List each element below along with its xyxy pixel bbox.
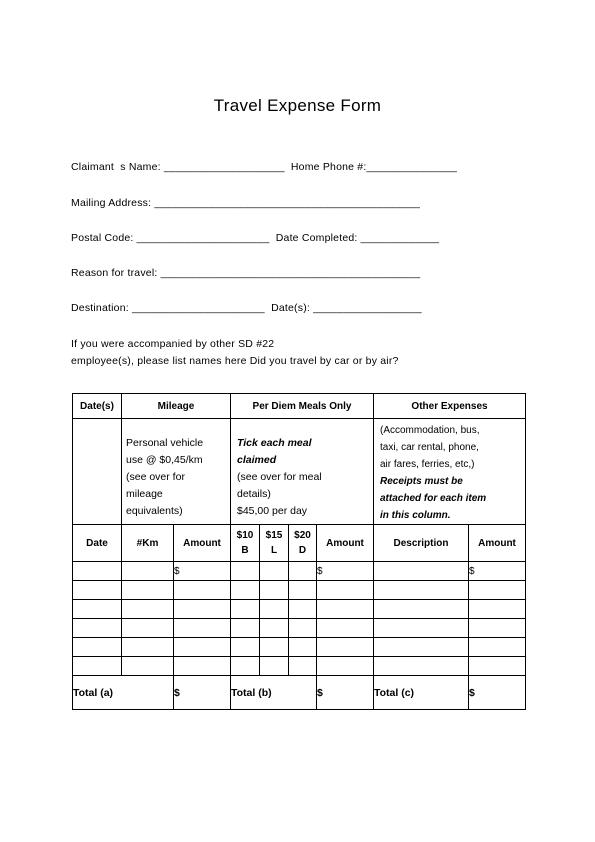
lunch-cell[interactable] — [260, 600, 289, 619]
per-diem-note-line: details) — [237, 488, 271, 500]
table-row — [73, 619, 526, 638]
total-b-label: Total (b) — [231, 676, 317, 710]
total-a-amount[interactable]: $ — [174, 676, 231, 710]
mileage-desc-line: (see over for — [126, 471, 185, 483]
breakfast-code: B — [241, 545, 249, 556]
dinner-price: $20 — [294, 530, 311, 541]
km-cell[interactable] — [122, 657, 174, 676]
date-cell[interactable] — [73, 600, 122, 619]
other-amount-col-header: Amount — [469, 525, 526, 562]
description-cell[interactable] — [374, 581, 469, 600]
date-cell[interactable] — [73, 619, 122, 638]
description-col-header: Description — [374, 525, 469, 562]
other-amount-cell[interactable] — [469, 600, 526, 619]
mileage-desc-line: mileage — [126, 488, 163, 500]
mileage-header: Mileage — [122, 394, 231, 419]
breakfast-cell[interactable] — [231, 619, 260, 638]
form-title: Travel Expense Form — [213, 96, 382, 115]
date-cell[interactable] — [73, 638, 122, 657]
dinner-cell[interactable] — [289, 581, 317, 600]
breakfast-cell[interactable] — [231, 600, 260, 619]
other-amount-cell[interactable] — [469, 619, 526, 638]
km-cell[interactable] — [122, 562, 174, 581]
receipts-note-line: attached for each item — [380, 493, 487, 504]
companion-question-line-1: If you were accompanied by other SD #22 — [71, 338, 275, 350]
per-diem-amount-cell[interactable] — [317, 581, 374, 600]
claimant-name-field[interactable]: Claimant s Name: ____________________ Home Phone #:_______________ — [71, 161, 458, 173]
totals-row — [73, 676, 526, 710]
date-col-header: Date — [73, 525, 122, 562]
per-diem-header: Per Diem Meals Only — [231, 394, 374, 419]
per-diem-tick-line: claimed — [237, 454, 277, 466]
dinner-cell[interactable] — [289, 600, 317, 619]
mileage-amount-cell[interactable] — [174, 600, 231, 619]
breakfast-cell[interactable] — [231, 638, 260, 657]
mileage-desc-line: Personal vehicle — [126, 437, 204, 449]
total-b-amount[interactable]: $ — [317, 676, 374, 710]
receipts-note-line: Receipts must be — [380, 476, 463, 487]
total-a-label: Total (a) — [73, 676, 174, 710]
dates-desc-cell — [73, 419, 122, 525]
per-diem-amount-col-header: Amount — [317, 525, 374, 562]
other-desc-line: (Accommodation, bus, — [380, 425, 480, 436]
km-col-header: #Km — [122, 525, 174, 562]
lunch-cell[interactable] — [260, 562, 289, 581]
total-c-label: Total (c) — [374, 676, 469, 710]
other-desc-line: air fares, ferries, etc,) — [380, 459, 475, 470]
table-row — [73, 657, 526, 676]
mileage-amount-cell[interactable] — [174, 619, 231, 638]
breakfast-price: $10 — [236, 530, 254, 541]
per-diem-amount-cell[interactable] — [317, 600, 374, 619]
mileage-desc-cell — [122, 419, 231, 525]
lunch-cell[interactable] — [260, 581, 289, 600]
mileage-amount-cell[interactable] — [174, 581, 231, 600]
breakfast-col-header — [231, 525, 260, 562]
table-row — [73, 600, 526, 619]
km-cell[interactable] — [122, 638, 174, 657]
per-diem-note-line: $45,00 per day — [237, 505, 308, 517]
lunch-cell[interactable] — [260, 619, 289, 638]
total-c-amount[interactable]: $ — [469, 676, 526, 710]
breakfast-cell[interactable] — [231, 657, 260, 676]
per-diem-tick-line: Tick each meal — [237, 437, 312, 449]
mileage-desc-line: equivalents) — [126, 505, 183, 517]
other-amount-cell[interactable] — [469, 638, 526, 657]
postal-code-field[interactable]: Postal Code: ______________________ Date Completed: _____________ — [71, 232, 440, 244]
description-cell[interactable] — [374, 562, 469, 581]
table-row — [73, 581, 526, 600]
lunch-col-header — [260, 525, 289, 562]
km-cell[interactable] — [122, 619, 174, 638]
per-diem-amount-cell[interactable] — [317, 619, 374, 638]
per-diem-desc-cell — [231, 419, 374, 525]
dinner-cell[interactable] — [289, 562, 317, 581]
mileage-desc-line: use @ $0,45/km — [126, 454, 203, 466]
dinner-col-header — [289, 525, 317, 562]
lunch-price: $15 — [265, 530, 283, 541]
per-diem-amount-cell[interactable]: $ — [317, 562, 374, 581]
other-expenses-desc-cell — [374, 419, 526, 525]
mileage-amount-cell[interactable] — [174, 638, 231, 657]
dinner-cell[interactable] — [289, 638, 317, 657]
date-cell[interactable] — [73, 657, 122, 676]
date-cell[interactable] — [73, 562, 122, 581]
description-cell[interactable] — [374, 619, 469, 638]
mileage-amount-col-header: Amount — [174, 525, 231, 562]
reason-for-travel-field[interactable]: Reason for travel: ___________________________________________ — [71, 267, 421, 279]
mileage-amount-cell[interactable]: $ — [174, 562, 231, 581]
other-amount-cell[interactable] — [469, 657, 526, 676]
per-diem-amount-cell[interactable] — [317, 638, 374, 657]
lunch-cell[interactable] — [260, 638, 289, 657]
breakfast-cell[interactable] — [231, 562, 260, 581]
mailing-address-field[interactable]: Mailing Address: ____________________________________________ — [71, 197, 421, 209]
description-cell[interactable] — [374, 657, 469, 676]
km-cell[interactable] — [122, 581, 174, 600]
lunch-code: L — [270, 545, 278, 556]
table-row — [73, 638, 526, 657]
dinner-cell[interactable] — [289, 657, 317, 676]
expense-table — [72, 393, 526, 710]
other-amount-cell[interactable]: $ — [469, 562, 526, 581]
lunch-cell[interactable] — [260, 657, 289, 676]
receipts-note-line: in this column. — [380, 510, 451, 521]
dinner-cell[interactable] — [289, 619, 317, 638]
table-row — [73, 562, 526, 581]
mileage-amount-cell[interactable] — [174, 657, 231, 676]
companion-question-line-2: employee(s), please list names here Did you travel by car or by air? — [71, 355, 399, 367]
dates-header: Date(s) — [73, 394, 122, 419]
description-cell[interactable] — [374, 638, 469, 657]
companion-question — [71, 336, 399, 370]
destination-field[interactable]: Destination: ______________________ Date(s): __________________ — [71, 302, 422, 314]
other-expenses-header: Other Expenses — [374, 394, 526, 419]
per-diem-note-line: (see over for meal — [237, 471, 322, 483]
description-cell[interactable] — [374, 600, 469, 619]
per-diem-amount-cell[interactable] — [317, 657, 374, 676]
other-desc-line: taxi, car rental, phone, — [380, 442, 479, 453]
date-cell[interactable] — [73, 581, 122, 600]
km-cell[interactable] — [122, 600, 174, 619]
breakfast-cell[interactable] — [231, 581, 260, 600]
other-amount-cell[interactable] — [469, 581, 526, 600]
dinner-code: D — [298, 545, 307, 556]
